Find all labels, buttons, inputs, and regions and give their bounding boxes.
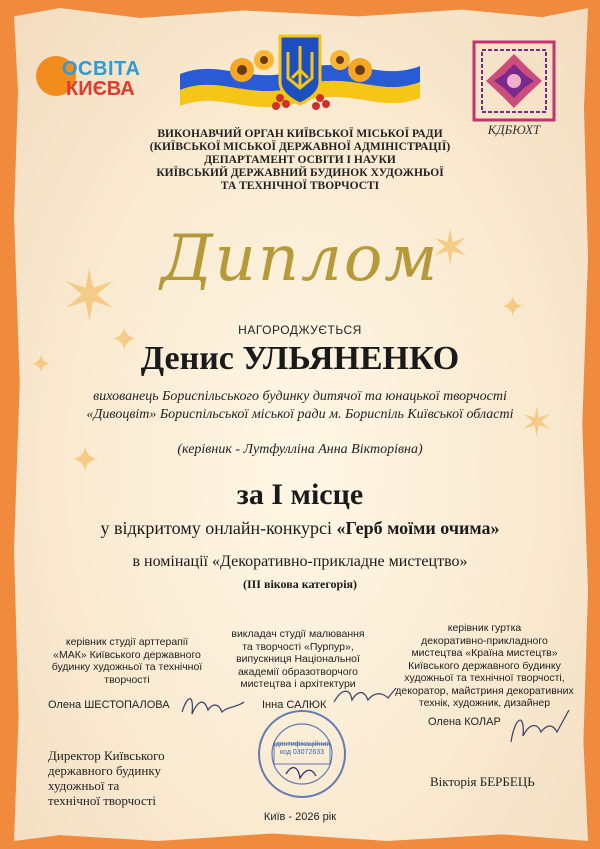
signatory-title-line: мистецтва «Країна мистецтв» (411, 647, 558, 659)
stamp-line: Ідентифікаційний (273, 741, 331, 748)
logo-text-bottom: КИЄВА (66, 78, 135, 100)
star-decoration: ✶ (430, 220, 471, 276)
description-line: вихованець Бориспільського будинку дитячої та юнацької творчості (93, 389, 507, 404)
signature-icon (505, 706, 575, 750)
age-category: (ІІІ вікова категорія) (242, 577, 358, 591)
signatory-title-line: будинку художньої та технічної (51, 661, 203, 673)
star-decoration: ✶ (60, 255, 119, 337)
header-line: ДЕПАРТАМЕНТ ОСВІТИ І НАУКИ (204, 154, 396, 166)
contest-prefix: у відкритому онлайн-конкурсі (100, 518, 337, 538)
embroidery-ornament-icon (470, 40, 558, 122)
director-title (48, 748, 218, 808)
recipient-name: Денис УЛЬЯНЕНКО (140, 340, 460, 377)
recipient-description (0, 388, 600, 424)
signatory-title-line: та творчості «Пурпур», (242, 640, 354, 653)
stamp-line: код 03072633 (279, 749, 325, 756)
contest-line (0, 518, 600, 539)
signatory-title-line: «МАК» Київського державного (53, 648, 201, 661)
signatory-title-line: академії образотворчого (237, 665, 359, 678)
signatory-title-line: декоратор, майстриня декоративних (395, 684, 574, 697)
signatory-title-line: творчості (104, 673, 150, 686)
signature-icon (178, 690, 248, 720)
signatory-title-line: художньої та технічної творчості, (404, 672, 565, 684)
star-decoration: ✦ (500, 290, 526, 325)
header-line: КИЇВСЬКИЙ ДЕРЖАВНИЙ БУДИНОК ХУДОЖНЬОЇ (156, 167, 444, 179)
director-name: Вікторія БЕРБЕЦЬ (430, 774, 535, 789)
logo-text-top: ОСВІТА (62, 58, 141, 80)
header-line: (КИЇВСЬКОЇ МІСЬКОЇ ДЕРЖАВНОЇ АДМІНІСТРАЦІЇ) (149, 141, 451, 153)
stamp-text (266, 741, 338, 757)
contest-name: «Герб моїми очима» (336, 518, 500, 538)
emblem-flag-icon (180, 30, 420, 120)
signatory-1-title (42, 636, 212, 686)
signatory-title-line: технік, художник, дизайнер (418, 697, 551, 709)
signatory-title-line: викладач студії малювання (231, 628, 365, 640)
awarded-label: НАГОРОДЖУЄТЬСЯ (238, 323, 362, 337)
director-title-line: Директор Київського (48, 748, 165, 763)
award-place: за І місце (236, 478, 364, 511)
header-line: ТА ТЕХНІЧНОЇ ТВОРЧОСТІ (220, 180, 380, 192)
footer-place-year: Київ - 2026 рік (263, 811, 337, 823)
director-title-line: державного будинку (48, 763, 161, 778)
organisation-header (0, 128, 600, 193)
signatory-2-name: Інна САЛЮК (262, 699, 327, 711)
nomination-line: в номінації «Декоративно-прикладне мистецтво» (132, 553, 468, 570)
star-decoration: ✶ (520, 400, 554, 446)
signatory-1-name: Олена ШЕСТОПАЛОВА (48, 699, 170, 711)
signatory-title-line: керівник гуртка (447, 622, 522, 634)
signatory-title-line: випускниця Національної (236, 653, 360, 665)
header-line: ВИКОНАВЧИЙ ОРГАН КИЇВСЬКОЇ МІСЬКОЇ РАДИ (157, 128, 443, 140)
supervisor-line: (керівник - Лутфулліна Анна Вікторівна) (177, 442, 423, 457)
star-decoration: ✦ (110, 320, 139, 360)
star-decoration: ✦ (70, 440, 101, 481)
diploma-title: Диплом (160, 222, 440, 296)
signatory-3-name: Олена КОЛАР (428, 716, 501, 728)
signatory-3-title (392, 622, 577, 710)
director-title-line: художньої та (48, 778, 120, 793)
signatory-title-line: керівник студії арттерапії (65, 636, 189, 648)
director-title-line: технічної творчості (48, 793, 157, 808)
brand-signature-label: КДБЮХТ (487, 122, 541, 137)
osvita-kyieva-logo (36, 52, 156, 104)
star-decoration: ✦ (30, 350, 52, 380)
signatory-title-line: декоративно-прикладного (421, 634, 548, 647)
signatory-title-line: Київського державного будинку (408, 659, 561, 672)
signatory-title-line: мистецтва і архітектури (240, 678, 356, 690)
description-line: «Дивоцвіт» Бориспільської міської ради м. Бориспіль Київської області (86, 407, 514, 422)
